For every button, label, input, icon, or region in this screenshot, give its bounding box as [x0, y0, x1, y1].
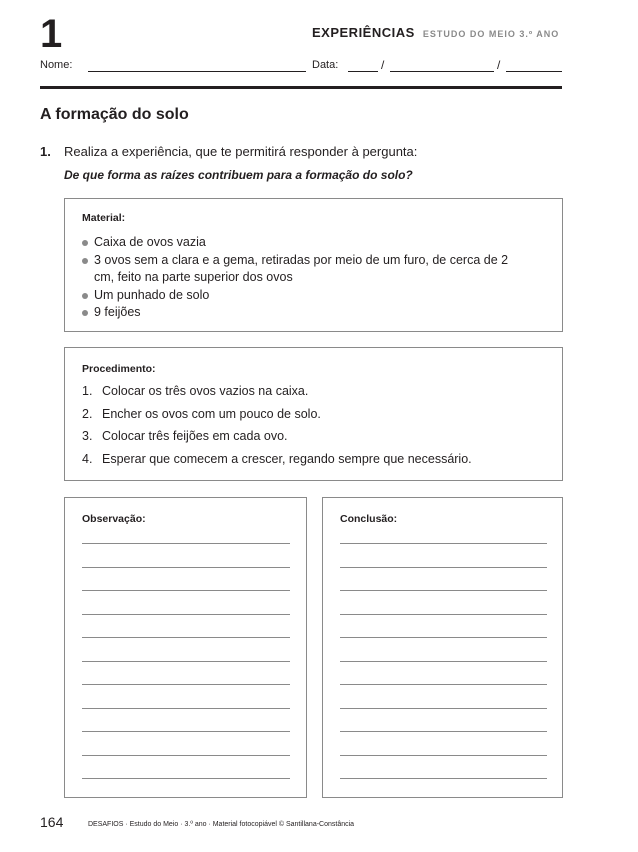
step-text: Encher os ovos com um pouco de solo.: [102, 406, 321, 421]
observation-box: [64, 497, 307, 798]
writing-line: [340, 637, 547, 638]
writing-line: [340, 684, 547, 685]
writing-line: [82, 684, 290, 685]
writing-line: [82, 637, 290, 638]
date-label: Data:: [312, 59, 339, 71]
procedure-step: [82, 452, 552, 475]
writing-line: [340, 543, 547, 544]
writing-line: [340, 661, 547, 662]
question-number: 1.: [40, 144, 51, 159]
material-item: 3 ovos sem a clara e a gema, retiradas por meio de um furo, de cerca de 2 cm, feito na parte superior dos ovos: [82, 252, 512, 287]
writing-line: [82, 590, 290, 591]
writing-line: [340, 755, 547, 756]
procedure-title: Procedimento:: [82, 363, 156, 375]
procedure-step: [82, 407, 552, 430]
student-fields: [40, 56, 562, 76]
material-title: Material:: [82, 212, 126, 224]
writing-line: [82, 755, 290, 756]
writing-line: [82, 661, 290, 662]
procedure-step: [82, 429, 552, 452]
procedure-step: [82, 384, 552, 407]
date-day-field[interactable]: [348, 71, 378, 72]
material-box: [64, 198, 563, 332]
page-number: 164: [40, 814, 64, 830]
header-rule: [40, 86, 562, 89]
writing-line: [82, 614, 290, 615]
writing-line: [340, 731, 547, 732]
step-text: Colocar os três ovos vazios na caixa.: [102, 384, 309, 398]
writing-line: [82, 731, 290, 732]
step-number: 3.: [82, 429, 93, 443]
writing-line: [82, 778, 290, 779]
material-list: [82, 234, 512, 322]
date-year-field[interactable]: [506, 71, 562, 72]
date-month-field[interactable]: [390, 71, 494, 72]
step-number: 2.: [82, 406, 93, 421]
step-number: 4.: [82, 451, 93, 466]
material-item: Caixa de ovos vazia: [82, 234, 512, 252]
conclusion-box: [322, 497, 563, 798]
writing-line: [340, 778, 547, 779]
section-label: EXPERIÊNCIAS: [312, 25, 415, 40]
writing-line: [82, 567, 290, 568]
material-item: Um punhado de solo: [82, 287, 512, 305]
footer-text: DESAFIOS · Estudo do Meio · 3.º ano · Material fotocopiável © Santillana-Constância: [88, 821, 355, 828]
procedure-box: [64, 347, 563, 481]
writing-line: [82, 708, 290, 709]
observation-title: Observação:: [82, 513, 146, 525]
material-item: 9 feijões: [82, 304, 512, 322]
step-text: Colocar três feijões em cada ovo.: [102, 429, 288, 443]
conclusion-title: Conclusão:: [340, 513, 398, 525]
date-separator: /: [497, 58, 501, 72]
writing-line: [340, 708, 547, 709]
page-title: A formação do solo: [40, 106, 189, 123]
writing-line: [340, 614, 547, 615]
name-field[interactable]: [88, 71, 306, 72]
question-prompt: De que forma as raízes contribuem para a formação do solo?: [64, 168, 413, 182]
header-section: [312, 24, 564, 42]
procedure-list: [82, 384, 552, 474]
step-text: Esperar que comecem a crescer, regando sempre que necessário.: [102, 451, 472, 466]
name-label: Nome:: [40, 59, 73, 71]
question-text: Realiza a experiência, que te permitirá responder à pergunta:: [64, 144, 418, 159]
chapter-number: 1: [40, 12, 63, 56]
subject-grade-label: ESTUDO DO MEIO 3.º ANO: [422, 29, 560, 39]
writing-line: [340, 567, 547, 568]
writing-line: [340, 590, 547, 591]
writing-line: [82, 543, 290, 544]
step-number: 1.: [82, 384, 93, 398]
date-separator: /: [381, 58, 385, 72]
